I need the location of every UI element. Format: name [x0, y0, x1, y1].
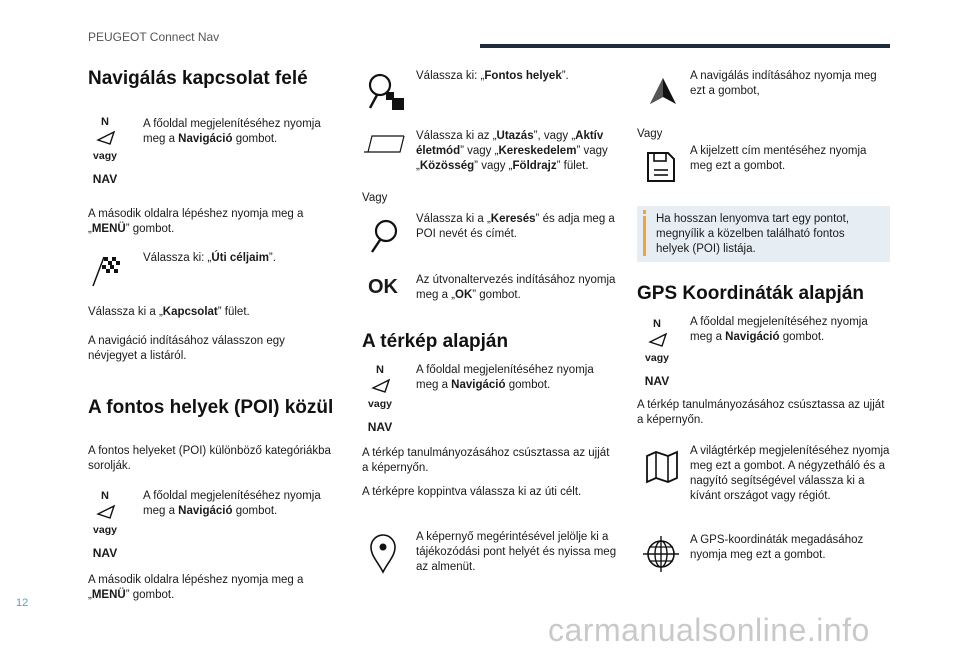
or-label: Vagy: [637, 128, 663, 140]
instruction-swipe-map: A térkép tanulmányozásához csúsztassa az ujját a képernyőn.: [637, 399, 885, 426]
heading-poi: A fontos helyek (POI) közül: [88, 397, 334, 418]
instruction-mark-point: A képernyő megérintésével jelölje ki a tájékozódási pont helyét és nyissa meg az almenüt.: [416, 531, 617, 573]
globe-icon: [642, 535, 680, 573]
instruction-poi: Válassza ki: „Fontos helyek”.: [416, 70, 569, 82]
instruction-my-destinations: Válassza ki: „Úti céljaim”.: [143, 252, 276, 264]
manual-header-title: PEUGEOT Connect Nav: [88, 30, 220, 44]
instruction-search: Válassza ki a „Keresés” és adja meg a POI nevét és címét.: [416, 213, 615, 240]
instruction-start-navigation: A navigálás indításához nyomja meg ezt a gombot,: [690, 70, 877, 97]
instruction-categories: Válassza ki az „Utazás”, vagy „Aktív életmód” vagy „Kereskedelem” vagy „Közösség” vagy „Földrajz” fület.: [416, 130, 608, 172]
heading-navigate-to-contact: Navigálás kapcsolat felé: [88, 68, 308, 89]
instruction-open-navigation: A főoldal megjelenítéséhez nyomja meg a Navigáció gombot.: [416, 364, 594, 391]
or-label: Vagy: [362, 192, 388, 204]
heading-by-map: A térkép alapján: [362, 331, 509, 352]
category-tabs-icon: [362, 134, 406, 154]
info-text: Ha hosszan lenyomva tart egy pontot, megnyílik a közelben található fontos helyek (POI) listája.: [656, 213, 850, 255]
poi-description: A fontos helyeket (POI) különböző kategóriákba sorolják.: [88, 445, 331, 472]
header-divider: [480, 44, 890, 48]
instruction-swipe-map: A térkép tanulmányozásához csúsztassa az ujját a képernyőn.: [362, 447, 610, 474]
nav-button-icon: N vagy NAV: [644, 318, 670, 388]
instruction-ok: Az útvonaltervezés indításához nyomja meg a „OK” gombot.: [416, 274, 616, 301]
info-box: [637, 206, 890, 262]
instruction-contact-tab: Válassza ki a „Kapcsolat” fület.: [88, 306, 250, 318]
instruction-open-navigation: A főoldal megjelenítéséhez nyomja meg a Navigáció gombot.: [143, 490, 321, 517]
instruction-open-navigation: A főoldal megjelenítéséhez nyomja meg a Navigáció gombot.: [143, 118, 321, 145]
heading-gps: GPS Koordináták alapján: [637, 283, 864, 304]
instruction-gps-coordinates: A GPS-koordináták megadásához nyomja meg ezt a gombot.: [690, 534, 864, 561]
world-map-icon: [644, 448, 680, 484]
map-pin-icon: [368, 532, 398, 574]
instruction-save-address: A kijelzett cím mentéséhez nyomja meg ezt a gombot.: [690, 145, 867, 172]
watermark: carmanualsonline.info: [548, 612, 870, 648]
nav-button-icon: N vagy NAV: [92, 490, 118, 560]
instruction-tap-destination: A térképre koppintva válassza ki az úti célt.: [362, 486, 582, 498]
page-number: 12: [16, 597, 29, 609]
instruction-menu: A második oldalra lépéshez nyomja meg a „MENÜ” gombot.: [88, 574, 304, 601]
save-icon: [645, 150, 677, 184]
ok-button-icon: OK: [368, 276, 398, 298]
instruction-select-contact: A navigáció indításához válasszon egy névjegyet a listáról.: [88, 335, 285, 362]
nav-button-icon: N vagy NAV: [92, 116, 118, 186]
poi-search-icon: [366, 72, 406, 112]
instruction-open-navigation: A főoldal megjelenítéséhez nyomja meg a Navigáció gombot.: [690, 316, 868, 343]
instruction-world-map: A világtérkép megjelenítéséhez nyomja meg ezt a gombot. A négyzetháló és a nagyító segítségével válassza ki a kívánt országot vagy régiót.: [690, 445, 890, 502]
search-icon: [368, 218, 400, 254]
instruction-menu: A második oldalra lépéshez nyomja meg a „MENÜ” gombot.: [88, 208, 304, 235]
info-icon: [643, 210, 646, 214]
checkered-flag-icon: [90, 253, 122, 287]
nav-button-icon: N vagy NAV: [367, 364, 393, 434]
navigate-arrow-icon: [646, 74, 680, 108]
